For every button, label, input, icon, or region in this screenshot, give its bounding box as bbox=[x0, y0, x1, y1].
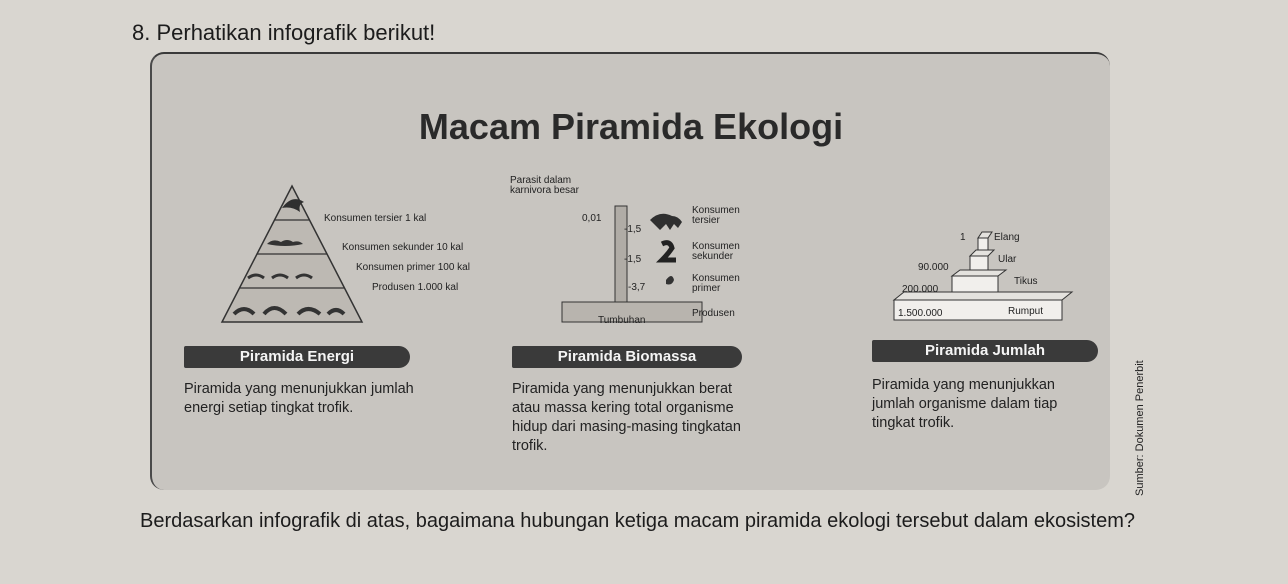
number-count-4: 1.500.000 bbox=[898, 308, 943, 319]
number-count-1: 1 bbox=[960, 232, 966, 243]
number-description: Piramida yang menunjukkan jumlah organisme dalam tiap tingkat trofik. bbox=[872, 377, 1058, 431]
question-prompt: Berdasarkan infografik di atas, bagaimana hubungan ketiga macam piramida ekologi tersebut dalam ekosistem? bbox=[140, 510, 1136, 532]
energy-level-3: Konsumen primer 100 kal bbox=[356, 262, 470, 273]
number-organism-2: Ular bbox=[998, 254, 1017, 265]
energy-pyramid-diagram bbox=[212, 186, 372, 326]
number-organism-3: Tikus bbox=[1014, 276, 1038, 287]
energy-level-4: Produsen 1.000 kal bbox=[372, 282, 459, 293]
number-count-3: 200.000 bbox=[902, 284, 939, 295]
infographic-card bbox=[150, 52, 1110, 490]
biomass-value-4: -3,7 bbox=[628, 282, 646, 293]
energy-description: Piramida yang menunjukkan jumlah energi setiap tingkat trofik. bbox=[184, 381, 414, 416]
source-credit: Sumber: Dokumen Penerbit bbox=[1134, 360, 1146, 496]
biomass-value-3: -1,5 bbox=[624, 254, 642, 265]
biomass-level-2: Konsumen sekunder bbox=[692, 241, 740, 262]
biomass-value-1: 0,01 bbox=[582, 213, 602, 224]
biomass-parasite-label: Parasit dalam karnivora besar bbox=[510, 175, 579, 196]
biomass-level-3: Konsumen primer bbox=[692, 273, 740, 294]
number-count-2: 90.000 bbox=[918, 262, 949, 273]
number-label: Piramida Jumlah bbox=[872, 340, 1098, 362]
energy-level-2: Konsumen sekunder 10 kal bbox=[342, 242, 464, 253]
number-organism-4: Rumput bbox=[1008, 306, 1044, 317]
energy-label: Piramida Energi bbox=[184, 346, 410, 368]
number-organism-1: Elang bbox=[994, 232, 1020, 243]
biomass-value-2: -1,5 bbox=[624, 224, 642, 235]
infographic-title: Macam Piramida Ekologi bbox=[418, 106, 844, 147]
biomass-level-4: Produsen bbox=[692, 308, 735, 319]
energy-level-1: Konsumen tersier 1 kal bbox=[324, 213, 427, 224]
biomass-label: Piramida Biomassa bbox=[512, 346, 742, 368]
biomass-base-label: Tumbuhan bbox=[598, 315, 646, 326]
biomass-description: Piramida yang menunjukkan berat atau massa kering total organisme hidup dari masing-masing tingkatan trofik. bbox=[512, 381, 741, 454]
biomass-level-1: Konsumen tersier bbox=[692, 205, 740, 226]
question-heading: 8. Perhatikan infografik berikut! bbox=[132, 20, 436, 45]
